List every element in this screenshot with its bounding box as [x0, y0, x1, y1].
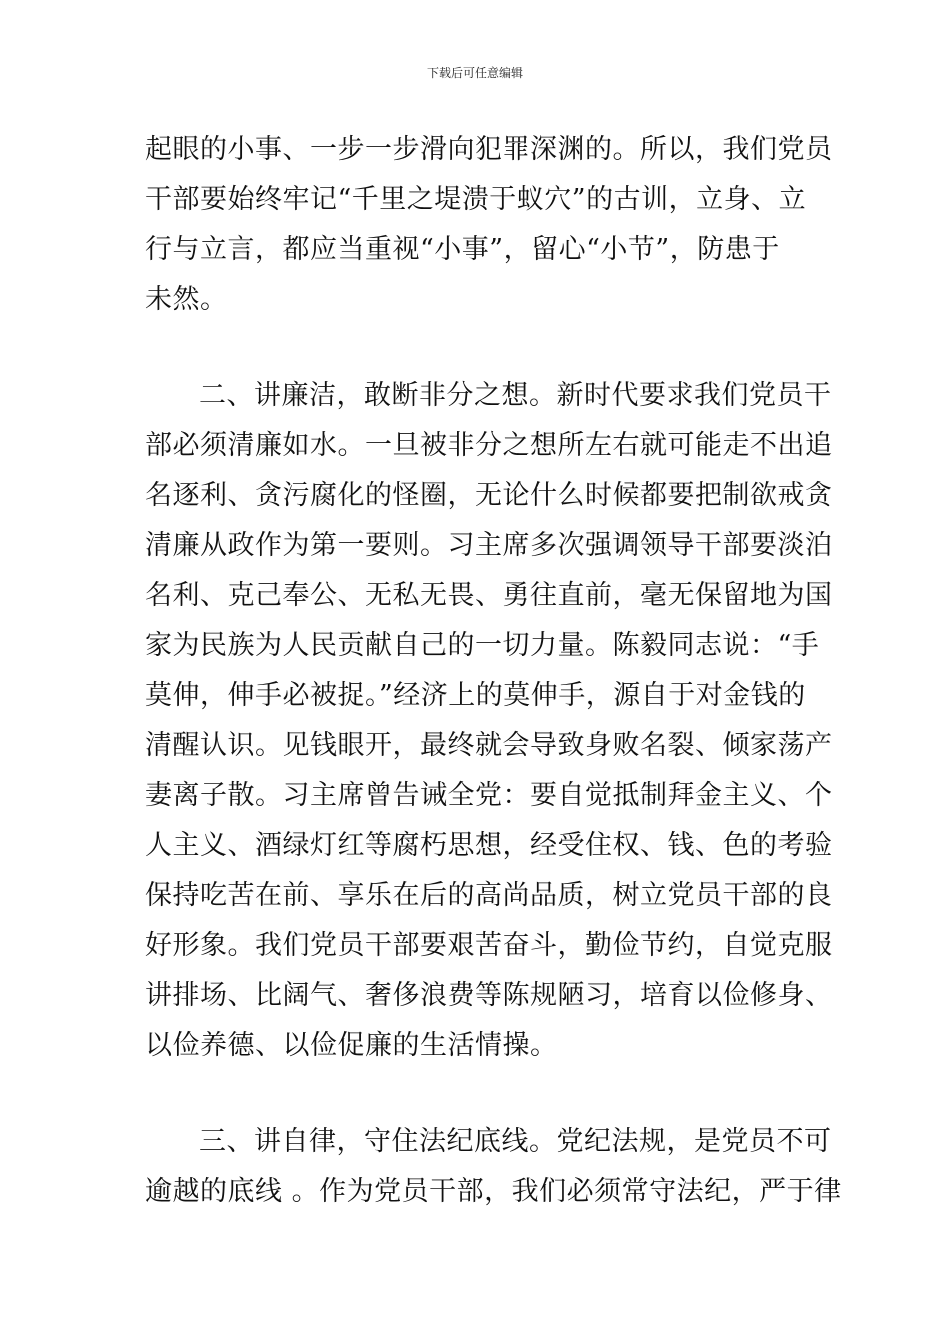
paragraph-2-first-line: 二、讲廉洁，敢断非分之想。新时代要求我们党员干	[199, 380, 832, 411]
body-line-20: 逾越的底线 。作为党员干部，我们必须常守法纪，严于律	[145, 1176, 842, 1207]
body-line-18: 以俭养德、以俭促廉的生活情操。	[145, 1030, 558, 1061]
body-line-12: 清醒认识。见钱眼开，最终就会导致身败名裂、倾家荡产	[145, 730, 833, 761]
paragraph-3-first-line: 三、讲自律，守住法纪底线。党纪法规，是党员不可	[199, 1126, 832, 1157]
body-line-17: 讲排场、比阔气、奢侈浪费等陈规陋习，培育以俭修身、	[145, 980, 833, 1011]
body-line-16: 好形象。我们党员干部要艰苦奋斗，勤俭节约，自觉克服	[145, 930, 833, 961]
body-line-1: 起眼的小事、一步一步滑向犯罪深渊的。所以，我们党员	[145, 134, 833, 165]
body-line-10: 家为民族为人民贡献自己的一切力量。陈毅同志说：“手	[145, 630, 820, 661]
body-line-3: 行与立言，都应当重视“小事”，留心“小节”，防患于	[145, 234, 780, 265]
body-line-6: 部必须清廉如水。一旦被非分之想所左右就可能走不出追	[145, 430, 833, 461]
body-line-13: 妻离子散。习主席曾告诫全党：要自觉抵制拜金主义、个	[145, 780, 833, 811]
body-line-9: 名利、克己奉公、无私无畏、勇往直前，毫无保留地为国	[145, 580, 833, 611]
body-line-2: 干部要始终牢记“千里之堤溃于蚁穴”的古训，立身、立	[145, 184, 807, 215]
body-line-7: 名逐利、贪污腐化的怪圈，无论什么时候都要把制欲戒贪	[145, 480, 833, 511]
body-line-15: 保持吃苦在前、享乐在后的高尚品质，树立党员干部的良	[145, 880, 833, 911]
body-line-4: 未然。	[145, 284, 228, 315]
body-line-11: 莫伸，伸手必被捉。”经济上的莫伸手，源自于对金钱的	[145, 680, 806, 711]
body-line-14: 人主义、酒绿灯红等腐朽思想，经受住权、钱、色的考验	[145, 830, 833, 861]
page-header: 下载后可任意编辑	[426, 66, 523, 80]
body-line-8: 清廉从政作为第一要则。习主席多次强调领导干部要淡泊	[145, 530, 833, 561]
